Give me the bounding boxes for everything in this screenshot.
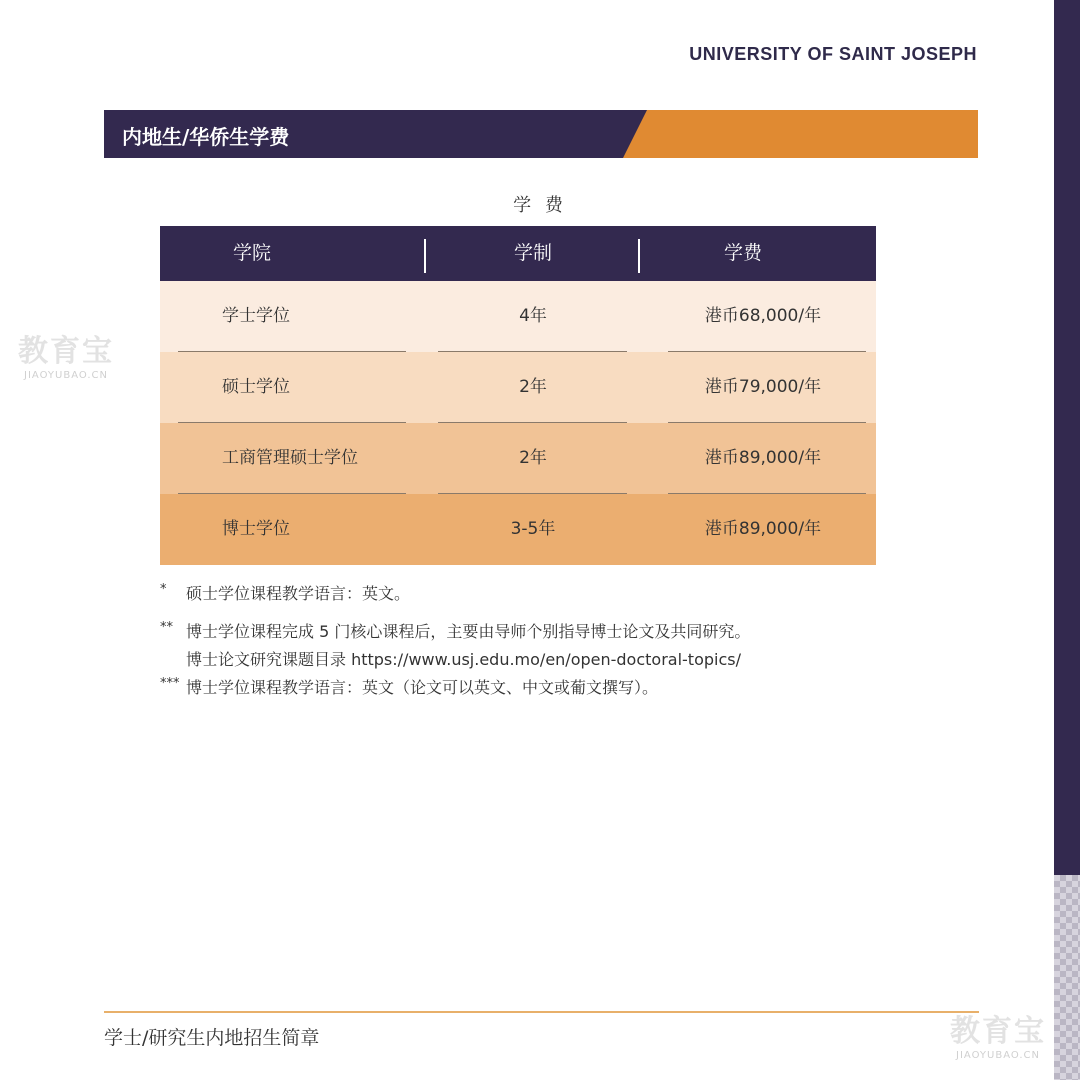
cell-degree: 学士学位 [222,306,290,326]
cell-degree: 博士学位 [222,519,290,539]
footnotes [160,580,920,702]
cell-degree: 硕士学位 [222,377,290,397]
footnote-text: 博士学位课程教学语言：英文（论文可以英文、中文或葡文撰写）。 [186,678,659,697]
watermark-text: 教育宝 [950,1014,1046,1049]
cell-fee: 港币79,000/年 [704,377,822,397]
footnote-text: 博士学位课程完成 5 门核心课程后，主要由导师个别指导博士论文及共同研究。 [186,622,751,641]
table-caption: 学 费 [513,195,567,216]
footnote-link-text[interactable]: 博士论文研究课题目录 https://www.usj.edu.mo/en/open-doctoral-topics/ [186,650,741,669]
footer-divider [104,1011,979,1013]
university-name: UNIVERSITY OF SAINT JOSEPH [689,44,977,64]
watermark-logo [18,326,114,381]
table-row [160,352,876,423]
section-title: 内地生/华侨生学费 [122,125,290,149]
cell-duration: 2年 [519,377,547,397]
cell-duration: 2年 [519,448,547,468]
cell-fee: 港币89,000/年 [704,448,822,468]
watermark-domain: JIAOYUBAO.CN [956,1050,1040,1061]
footnote-mark: * [160,582,167,597]
footnote [160,618,920,674]
header-fee: 学费 [723,242,762,264]
watermark-logo [950,1006,1046,1061]
table-row [160,494,876,565]
footnote [160,674,920,702]
cell-fee: 港币89,000/年 [704,519,822,539]
footnote-mark: ** [160,620,173,635]
header-duration: 学制 [513,242,552,264]
cell-degree: 工商管理硕士学位 [222,448,358,468]
watermark-domain: JIAOYUBAO.CN [24,370,108,381]
footnote-text: 硕士学位课程教学语言：英文。 [186,584,411,603]
header-college: 学院 [232,242,271,264]
section-banner [104,110,978,158]
footer-title: 学士/研究生内地招生简章 [104,1027,320,1049]
table-row [160,281,876,352]
decorative-mosaic-pattern [1054,875,1080,1080]
table-row [160,423,876,494]
cell-duration: 3-5年 [510,519,556,539]
footnote-mark: *** [160,676,180,691]
banner-orange-accent [623,110,978,158]
cell-duration: 4年 [519,306,547,326]
footnote [160,580,920,608]
tuition-table [160,226,876,565]
table-header [160,226,876,281]
cell-fee: 港币68,000/年 [704,306,822,326]
watermark-text: 教育宝 [18,334,114,369]
